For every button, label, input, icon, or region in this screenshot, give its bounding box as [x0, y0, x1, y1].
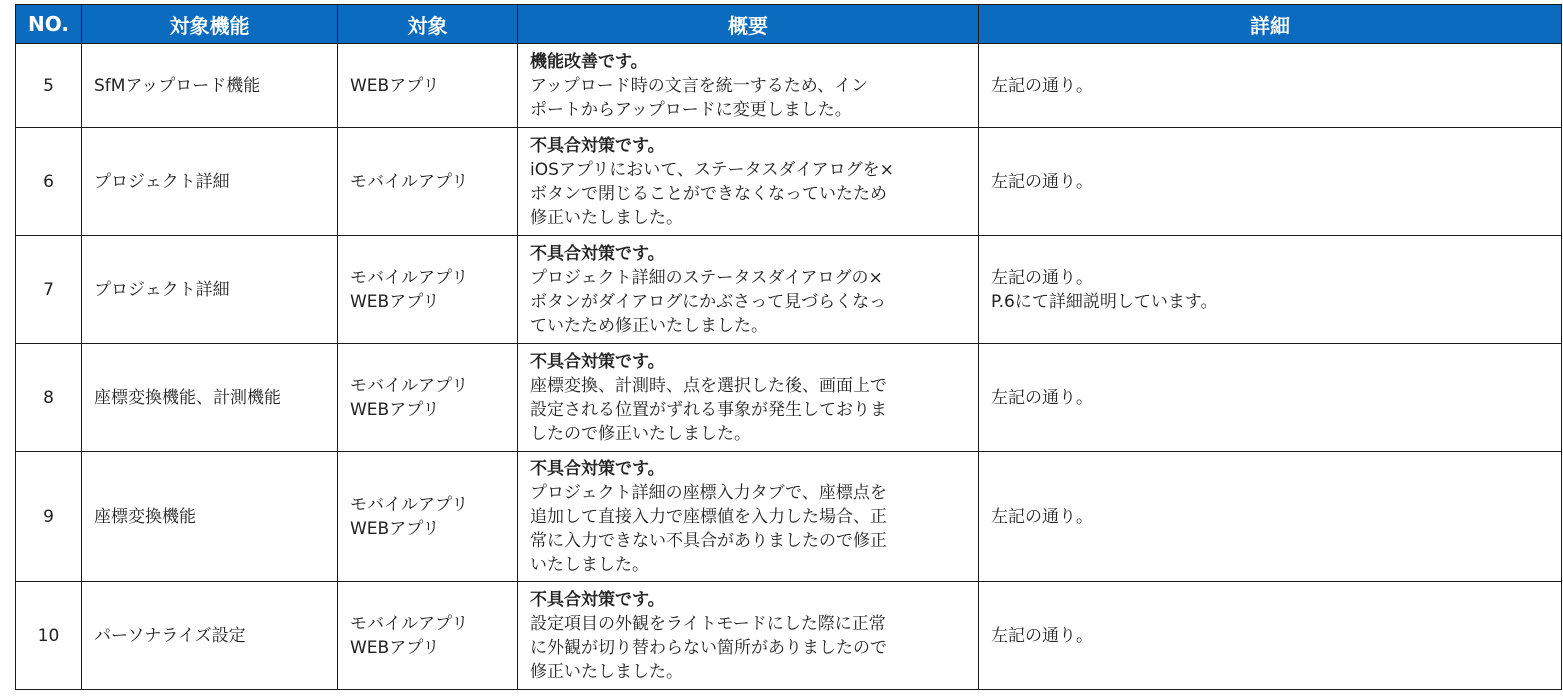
summary-cell [518, 582, 979, 690]
summary-cell [518, 344, 979, 452]
detail-line: 左記の通り。 [991, 387, 1093, 408]
target-cell [338, 452, 518, 582]
summary-line: 設定項目の外観をライトモードにした際に正常 [530, 613, 886, 634]
summary-line: に外観が切り替わらない箇所がありましたので [530, 637, 887, 658]
summary-line: アップロード時の文言を統一するため、イン [530, 75, 869, 96]
header-detail: 詳細 [979, 5, 1562, 44]
header-summary: 概要 [518, 5, 979, 44]
feature-cell: 座標変換機能 [82, 452, 338, 582]
detail-cell [979, 236, 1562, 344]
summary-title: 不具合対策です。 [530, 135, 665, 156]
detail-cell [979, 128, 1562, 236]
table-row [16, 44, 1562, 128]
detail-cell [979, 344, 1562, 452]
detail-line: 左記の通り。 [991, 171, 1093, 192]
summary-line: 追加して直接入力で座標値を入力した場合、正 [530, 506, 887, 527]
detail-cell [979, 452, 1562, 582]
release-notes-table [15, 4, 1562, 690]
feature-cell: プロジェクト詳細 [82, 236, 338, 344]
table-row [16, 236, 1562, 344]
summary-line: 修正いたしました。 [530, 207, 683, 228]
target-label: モバイルアプリ [350, 494, 469, 515]
target-cell [338, 128, 518, 236]
summary-title: 不具合対策です。 [530, 243, 665, 264]
summary-line: ボタンがダイアログにかぶさって見づらくなっ [530, 291, 887, 312]
row-number: 8 [16, 344, 82, 452]
summary-cell [518, 452, 979, 582]
target-cell [338, 44, 518, 128]
summary-line: ていたため修正いたしました。 [530, 315, 768, 336]
target-cell [338, 582, 518, 690]
summary-line: ポートからアップロードに変更しました。 [530, 99, 852, 120]
header-target: 対象 [338, 5, 518, 44]
detail-line: 左記の通り。 [991, 506, 1093, 527]
summary-line: 座標変換、計測時、点を選択した後、画面上で [530, 375, 887, 396]
summary-line: iOSアプリにおいて、ステータスダイアログを× [530, 159, 894, 180]
target-label: WEBアプリ [350, 291, 440, 312]
target-label: モバイルアプリ [350, 613, 469, 634]
detail-cell [979, 44, 1562, 128]
detail-line: P.6にて詳細説明しています。 [991, 291, 1218, 312]
summary-cell [518, 44, 979, 128]
header-row [16, 5, 1562, 44]
summary-line: ボタンで閉じることができなくなっていたため [530, 183, 887, 204]
summary-line: したので修正いたしました。 [530, 423, 751, 444]
target-label: WEBアプリ [350, 399, 440, 420]
table-row [16, 452, 1562, 582]
row-number: 9 [16, 452, 82, 582]
detail-line: 左記の通り。 [991, 625, 1093, 646]
feature-cell: 座標変換機能、計測機能 [82, 344, 338, 452]
feature-cell: プロジェクト詳細 [82, 128, 338, 236]
header-no: NO. [16, 5, 82, 44]
feature-cell: パーソナライズ設定 [82, 582, 338, 690]
summary-line: プロジェクト詳細のステータスダイアログの× [530, 267, 883, 288]
row-number: 6 [16, 128, 82, 236]
target-label: WEBアプリ [350, 75, 440, 96]
feature-cell: SfMアップロード機能 [82, 44, 338, 128]
row-number: 10 [16, 582, 82, 690]
summary-line: 常に入力できない不具合がありましたので修正 [530, 530, 887, 551]
detail-line: 左記の通り。 [991, 75, 1093, 96]
detail-cell [979, 582, 1562, 690]
target-cell [338, 236, 518, 344]
summary-title: 不具合対策です。 [530, 589, 665, 610]
summary-line: プロジェクト詳細の座標入力タブで、座標点を [530, 482, 887, 503]
table-row [16, 582, 1562, 690]
target-cell [338, 344, 518, 452]
summary-title: 不具合対策です。 [530, 458, 665, 479]
summary-title: 機能改善です。 [530, 51, 648, 72]
summary-cell [518, 128, 979, 236]
header-feature: 対象機能 [82, 5, 338, 44]
target-label: WEBアプリ [350, 637, 440, 658]
row-number: 5 [16, 44, 82, 128]
table-row [16, 344, 1562, 452]
target-label: モバイルアプリ [350, 375, 469, 396]
target-label: WEBアプリ [350, 518, 440, 539]
summary-line: 設定される位置がずれる事象が発生しておりま [530, 399, 887, 420]
summary-line: 修正いたしました。 [530, 661, 683, 682]
detail-line: 左記の通り。 [991, 267, 1093, 288]
summary-line: いたしました。 [530, 554, 649, 575]
table-row [16, 128, 1562, 236]
target-label: モバイルアプリ [350, 267, 469, 288]
summary-title: 不具合対策です。 [530, 351, 665, 372]
summary-cell [518, 236, 979, 344]
row-number: 7 [16, 236, 82, 344]
target-label: モバイルアプリ [350, 171, 469, 192]
